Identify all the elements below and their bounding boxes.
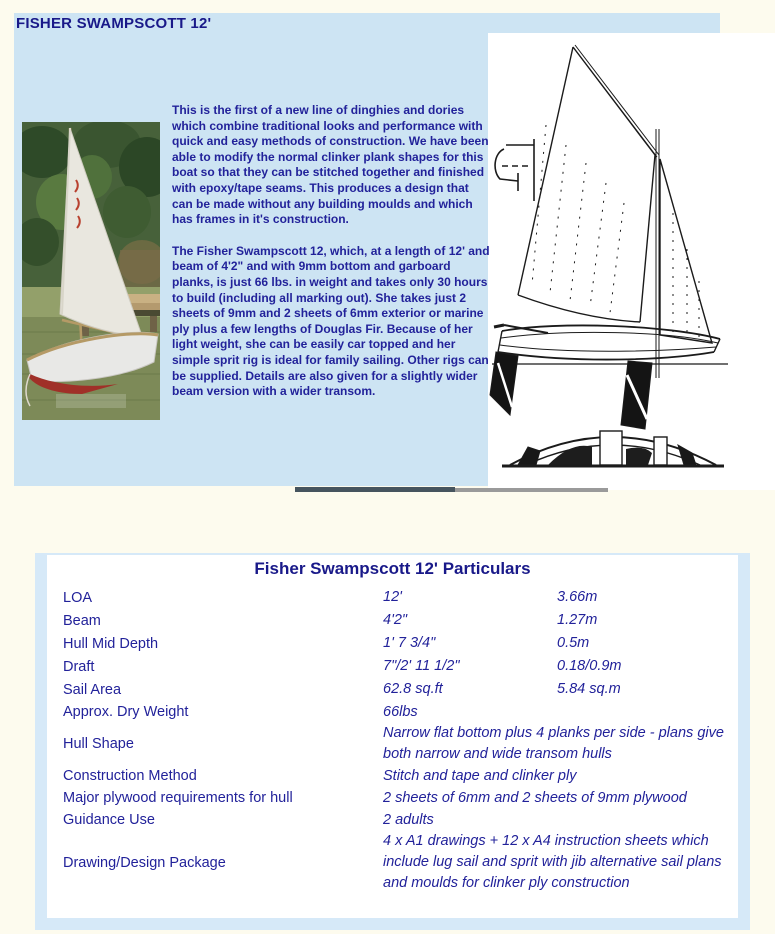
boat-photo: [22, 122, 160, 420]
intro-paragraph-2: The Fisher Swampscott 12, which, at a length of 12' and beam of 4'2" and with 9mm bottom and garboard planks, is just 66 lbs. in weight and takes only 30 hours to build (including all marking out). She takes just 2 sheets of 9mm and 2 sheets of 6mm exterior or marine ply plus a few lengths of Douglas Fir. Because of her light weight, she can be easily car topped and her simple sprit rig is ideal for family sailing. Other rigs can be supplied. Details are also given for a slightly wider beam version with a wider transom.: [172, 243, 490, 399]
row-value-metric: 0.5m: [557, 635, 590, 651]
row-value: 2 adults: [383, 811, 434, 828]
divider-bar-dark: [295, 487, 455, 492]
table-row: [47, 678, 738, 701]
divider-bar-gray: [455, 488, 608, 492]
row-value: 4 x A1 drawings + 12 x A4 instruction sheets which include lug sail and sprit with jib alternative sail plans and moulds for clinker ply construction: [383, 833, 722, 891]
row-value-metric: 3.66m: [557, 589, 598, 605]
particulars-rows: [47, 586, 738, 894]
row-label: Guidance Use: [63, 812, 155, 828]
table-row: [47, 809, 738, 831]
table-row: [47, 609, 738, 632]
table-row: [47, 787, 738, 809]
row-value-imperial: 12': [383, 589, 402, 605]
row-value-imperial: 62.8 sq.ft: [383, 681, 443, 697]
table-row: [47, 632, 738, 655]
table-row: [47, 655, 738, 678]
table-row: [47, 701, 738, 723]
table-row: [47, 586, 738, 609]
row-label: Sail Area: [63, 681, 122, 698]
intro-paragraph-1: This is the first of a new line of dinghies and dories which combine traditional looks and performance with quick and easy methods of construction. We have been able to modify the normal clinker plank shapes for this boat so that they can be stitched together and finished with epoxy/tape seams. This produces a design that can be made without any building moulds and which has frames in it's construction.: [172, 103, 489, 227]
table-row: [47, 831, 738, 894]
row-label: LOA: [63, 589, 93, 606]
row-label: Construction Method: [63, 768, 197, 784]
row-value-imperial: 7"/2' 11 1/2": [383, 658, 460, 674]
row-value-imperial: 1' 7 3/4": [383, 635, 436, 651]
row-value: Narrow flat bottom plus 4 planks per side - plans give both narrow and wide transom hulls: [383, 725, 724, 762]
sail-plan-drawing: [488, 33, 775, 490]
row-value: Stitch and tape and clinker ply: [383, 767, 577, 784]
row-value-metric: 1.27m: [557, 612, 598, 628]
boat-photo-image: [22, 122, 160, 420]
row-value-imperial: 4'2": [383, 612, 408, 628]
row-label: Beam: [63, 612, 101, 629]
row-label: Approx. Dry Weight: [63, 704, 189, 720]
boat-line-drawing: [488, 33, 775, 490]
intro-text: [172, 103, 490, 416]
row-label: Draft: [63, 658, 95, 675]
row-value: 2 sheets of 6mm and 2 sheets of 9mm plywood: [383, 789, 687, 806]
row-label: Hull Mid Depth: [63, 635, 159, 652]
row-value: 66lbs: [383, 703, 418, 720]
page-title: FISHER SWAMPSCOTT 12': [16, 15, 212, 32]
row-label: Drawing/Design Package: [63, 854, 226, 871]
row-label: Major plywood requirements for hull: [63, 790, 293, 806]
particulars-title: Fisher Swampscott 12' Particulars: [254, 559, 531, 578]
row-label: Hull Shape: [63, 736, 134, 752]
table-row: [47, 723, 738, 765]
table-row: [47, 765, 738, 787]
particulars-box: [35, 553, 750, 930]
row-value-metric: 5.84 sq.m: [557, 681, 621, 697]
row-value-metric: 0.18/0.9m: [557, 658, 622, 674]
